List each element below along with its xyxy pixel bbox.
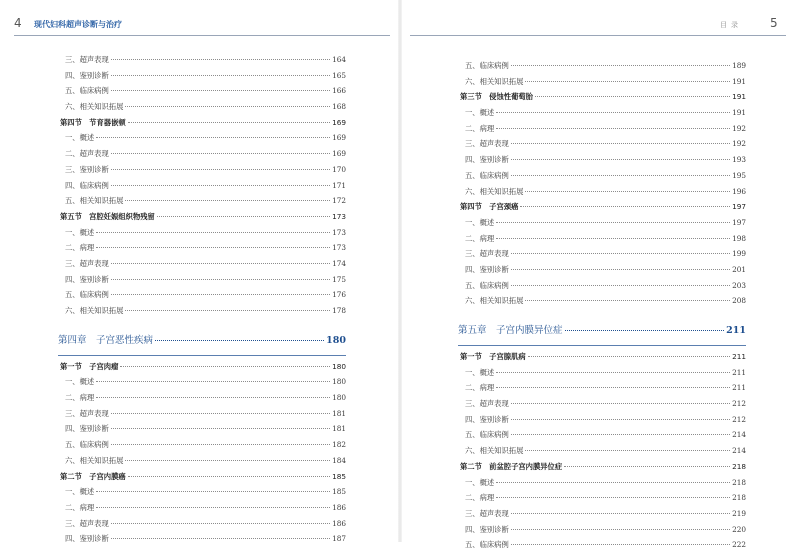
toc-label: 五、临床病例 <box>465 430 509 440</box>
toc-section <box>58 212 346 228</box>
toc-entry <box>58 503 346 519</box>
page-number: 5 <box>770 16 778 30</box>
toc-chapter <box>458 322 746 346</box>
toc-section <box>458 462 746 478</box>
dot-leader <box>496 482 730 483</box>
dot-leader <box>496 222 730 223</box>
dot-leader <box>128 476 330 477</box>
toc-entry <box>458 171 746 187</box>
toc-page-number: 173 <box>332 211 346 221</box>
toc-entry <box>58 487 346 503</box>
dot-leader <box>125 106 330 107</box>
dot-leader <box>111 263 330 264</box>
dot-leader <box>496 112 730 113</box>
dot-leader <box>511 65 730 66</box>
toc-page-number: 184 <box>332 455 346 465</box>
toc-page-number: 211 <box>726 325 746 336</box>
dot-leader <box>511 544 730 545</box>
toc-entry <box>458 540 746 556</box>
toc-page-number: 185 <box>332 471 346 481</box>
book-title: 现代妇科超声诊断与治疗 <box>34 20 122 29</box>
toc-entry <box>58 228 346 244</box>
toc-entry <box>458 124 746 140</box>
dot-leader <box>511 143 730 144</box>
toc-page-number: 214 <box>732 430 746 440</box>
toc-label: 一、概述 <box>65 377 95 387</box>
toc-label: 第五章 子宫内膜异位症 <box>458 325 563 336</box>
toc-page-number: 169 <box>332 117 346 127</box>
toc-page-number: 169 <box>332 133 346 143</box>
toc-page-number: 175 <box>332 274 346 284</box>
dot-leader <box>155 340 324 341</box>
toc-label: 四、鉴别诊断 <box>465 524 509 534</box>
toc-page-number: 192 <box>732 123 746 133</box>
dot-leader <box>520 206 730 207</box>
dot-leader <box>125 200 330 201</box>
toc-label: 六、相关知识拓展 <box>465 446 524 456</box>
toc-label: 第四章 子宫恶性疾病 <box>58 334 154 346</box>
toc-label: 二、病理 <box>465 233 495 243</box>
toc-label: 二、病理 <box>465 493 495 503</box>
toc-page-number: 220 <box>732 524 746 534</box>
toc-entry <box>458 218 746 234</box>
dot-leader <box>511 269 730 270</box>
toc-label: 六、相关知识拓展 <box>465 186 524 196</box>
toc-label: 六、相关知识拓展 <box>65 102 124 112</box>
toc-page-number: 185 <box>332 487 346 497</box>
toc-section <box>58 362 346 378</box>
toc-page-number: 180 <box>332 393 346 403</box>
dot-leader <box>125 460 330 461</box>
dot-leader <box>511 285 730 286</box>
toc-page-number: 197 <box>732 217 746 227</box>
toc-page-number: 211 <box>732 367 746 377</box>
toc-label: 五、相关知识拓展 <box>65 196 124 206</box>
toc-entry <box>458 61 746 77</box>
toc-page-number: 211 <box>732 352 746 361</box>
page-number: 4 <box>14 16 22 30</box>
toc-entry <box>58 377 346 393</box>
toc-chapter <box>58 332 346 356</box>
toc-page-number: 180 <box>332 361 346 371</box>
toc-page-number: 173 <box>332 243 346 253</box>
toc-entry <box>458 296 746 312</box>
toc-page-number: 186 <box>332 518 346 528</box>
toc-entry <box>58 55 346 71</box>
dot-leader <box>111 538 330 539</box>
toc-entry <box>458 509 746 525</box>
toc-entry <box>58 306 346 322</box>
left-page <box>0 0 400 542</box>
dot-leader <box>111 444 330 445</box>
dot-leader <box>511 513 730 514</box>
toc-section <box>58 118 346 134</box>
toc-entry <box>58 409 346 425</box>
dot-leader <box>511 253 730 254</box>
toc-entry <box>58 424 346 440</box>
toc-page-number: 174 <box>332 258 346 268</box>
toc-entry <box>58 243 346 259</box>
dot-leader <box>111 75 330 76</box>
toc-label: 二、病理 <box>65 502 95 512</box>
toc-section <box>458 202 746 218</box>
toc-label: 四、鉴别诊断 <box>465 264 509 274</box>
toc-entry <box>58 86 346 102</box>
toc-page-number: 170 <box>332 164 346 174</box>
toc-page-number: 199 <box>732 249 746 259</box>
toc-label: 第二节 子宫内膜癌 <box>60 471 126 481</box>
toc-label: 四、鉴别诊断 <box>465 414 509 424</box>
toc-entry <box>58 149 346 165</box>
toc-label: 六、相关知识拓展 <box>65 455 124 465</box>
toc-label: 一、概述 <box>65 487 95 497</box>
toc-entry <box>58 165 346 181</box>
dot-leader <box>511 159 730 160</box>
dot-leader <box>511 403 730 404</box>
toc-entry <box>458 399 746 415</box>
toc-entry <box>458 155 746 171</box>
toc-page-number: 203 <box>732 280 746 290</box>
dot-leader <box>128 122 330 123</box>
header-rule <box>14 35 390 36</box>
toc-label: 四、临床病例 <box>65 180 109 190</box>
running-head: 目录 <box>720 21 742 29</box>
dot-leader <box>157 216 330 217</box>
toc-page-number: 180 <box>332 377 346 387</box>
toc-label: 第二节 前盆腔子宫内膜异位症 <box>460 461 563 471</box>
toc-label: 五、临床病例 <box>65 86 109 96</box>
dot-leader <box>96 137 330 138</box>
toc-label: 三、超声表现 <box>465 399 509 409</box>
toc-page-number: 191 <box>732 76 746 86</box>
toc-label: 二、超声表现 <box>65 149 109 159</box>
toc-page-number: 187 <box>332 534 346 544</box>
toc-page-number: 191 <box>732 108 746 118</box>
toc-page-number: 172 <box>332 196 346 206</box>
toc-page-number: 195 <box>732 170 746 180</box>
toc-entry <box>458 415 746 431</box>
toc-entry <box>458 525 746 541</box>
toc-label: 四、鉴别诊断 <box>65 70 109 80</box>
toc-entry <box>58 275 346 291</box>
toc-page-number: 178 <box>332 306 346 315</box>
toc-page-number: 201 <box>732 264 746 274</box>
toc-label: 第四节 节育器嵌顿 <box>60 117 126 127</box>
toc-entry <box>458 446 746 462</box>
toc-entry <box>58 196 346 212</box>
toc-section <box>58 472 346 488</box>
toc-label: 三、超声表现 <box>65 408 109 418</box>
dot-leader <box>511 529 730 530</box>
toc-page-number: 218 <box>732 493 746 503</box>
dot-leader <box>525 191 730 192</box>
toc-label: 六、相关知识拓展 <box>465 296 524 306</box>
dot-leader <box>511 175 730 176</box>
toc-entry <box>458 249 746 265</box>
dot-leader <box>525 300 730 301</box>
toc-page-number: 171 <box>332 180 346 190</box>
toc-entry <box>58 71 346 87</box>
dot-leader <box>111 428 330 429</box>
toc-entry <box>58 456 346 472</box>
toc-page-number: 197 <box>732 202 746 212</box>
toc-label: 五、临床病例 <box>465 61 509 70</box>
toc-entry <box>58 290 346 306</box>
dot-leader <box>111 169 330 170</box>
toc-label: 三、鉴别诊断 <box>65 164 109 174</box>
toc-label: 一、概述 <box>465 108 495 118</box>
toc-label: 四、鉴别诊断 <box>65 274 109 284</box>
dot-leader <box>96 232 330 233</box>
dot-leader <box>111 59 330 60</box>
dot-leader <box>96 491 330 492</box>
toc-label: 一、概述 <box>465 217 495 227</box>
toc-entry <box>58 259 346 275</box>
toc-label: 五、临床病例 <box>465 280 509 290</box>
toc-entry <box>458 77 746 93</box>
toc-page-number: 180 <box>326 334 346 346</box>
toc-page-number: 164 <box>332 55 346 64</box>
toc-page-number: 176 <box>332 290 346 300</box>
dot-leader <box>96 381 330 382</box>
toc-entry <box>58 440 346 456</box>
toc-label: 三、超声表现 <box>65 258 109 268</box>
toc-entry <box>58 181 346 197</box>
toc-label: 第一节 子宫腺肌病 <box>460 352 526 361</box>
dot-leader <box>111 294 330 295</box>
toc-label: 一、概述 <box>65 227 95 237</box>
toc-label: 一、概述 <box>465 367 495 377</box>
toc-label: 五、临床病例 <box>65 290 109 300</box>
dot-leader <box>525 450 730 451</box>
toc-label: 第五节 宫腔妊娠组织物残留 <box>60 211 155 221</box>
dot-leader <box>96 507 330 508</box>
toc-page-number: 211 <box>732 383 746 393</box>
dot-leader <box>96 247 330 248</box>
toc-label: 五、临床病例 <box>465 170 509 180</box>
toc-entry <box>458 478 746 494</box>
toc-label: 一、概述 <box>465 477 495 487</box>
toc-label: 五、临床病例 <box>65 440 109 450</box>
toc-page-number: 181 <box>332 424 346 434</box>
toc-page-number: 191 <box>732 92 746 102</box>
dot-leader <box>564 466 730 467</box>
toc-page-number: 182 <box>332 440 346 450</box>
toc-entry <box>458 281 746 297</box>
toc-label: 第四节 子宫颈癌 <box>460 202 519 212</box>
toc-entry <box>58 393 346 409</box>
toc-label: 五、临床病例 <box>465 540 509 550</box>
dot-leader <box>528 356 730 357</box>
toc-page-number: 169 <box>332 149 346 159</box>
dot-leader <box>565 330 725 331</box>
header-rule <box>410 35 786 36</box>
toc-label: 六、相关知识拓展 <box>465 76 524 86</box>
dot-leader <box>111 90 330 91</box>
toc-entry <box>58 102 346 118</box>
toc-entry <box>458 430 746 446</box>
toc-entry <box>458 265 746 281</box>
toc-label: 三、超声表现 <box>65 55 109 64</box>
dot-leader <box>535 96 730 97</box>
toc-page-number: 219 <box>732 508 746 518</box>
dot-leader <box>496 128 730 129</box>
dot-leader <box>511 434 730 435</box>
toc-entry <box>458 187 746 203</box>
toc-section <box>458 92 746 108</box>
toc-label: 四、鉴别诊断 <box>65 534 109 544</box>
toc-page-number: 166 <box>332 86 346 96</box>
left-page-header <box>0 10 400 36</box>
dot-leader <box>496 238 730 239</box>
dot-leader <box>496 497 730 498</box>
toc-page-number: 165 <box>332 70 346 80</box>
toc-page-number: 193 <box>732 155 746 165</box>
dot-leader <box>111 279 330 280</box>
toc-page-number: 196 <box>732 186 746 196</box>
toc-page-number: 173 <box>332 227 346 237</box>
dot-leader <box>96 397 330 398</box>
toc-page-number: 192 <box>732 139 746 149</box>
toc-page-number: 198 <box>732 233 746 243</box>
toc-entry <box>458 368 746 384</box>
toc-page-number: 218 <box>732 461 746 471</box>
dot-leader <box>111 523 330 524</box>
toc-label: 三、超声表现 <box>465 508 509 518</box>
toc-entry <box>458 139 746 155</box>
toc-entry <box>58 534 346 550</box>
toc-page-number: 212 <box>732 399 746 409</box>
toc-label: 三、超声表现 <box>465 249 509 259</box>
toc-label: 四、鉴别诊断 <box>65 424 109 434</box>
toc-entry <box>458 234 746 250</box>
toc-label: 四、鉴别诊断 <box>465 155 509 165</box>
toc-entry <box>58 519 346 535</box>
toc-page-number: 208 <box>732 296 746 306</box>
toc-page-number: 222 <box>732 540 746 550</box>
toc-page-number: 214 <box>732 446 746 456</box>
toc-label: 六、相关知识拓展 <box>65 306 124 315</box>
toc-list <box>458 61 746 556</box>
toc-page-number: 181 <box>332 408 346 418</box>
toc-entry <box>458 493 746 509</box>
toc-label: 一、概述 <box>65 133 95 143</box>
dot-leader <box>496 372 730 373</box>
toc-entry <box>58 133 346 149</box>
right-page <box>400 0 800 550</box>
toc-page-number: 168 <box>332 102 346 112</box>
toc-entry <box>458 108 746 124</box>
dot-leader <box>125 310 330 311</box>
dot-leader <box>496 387 730 388</box>
toc-label: 第三节 侵蚀性葡萄胎 <box>460 92 533 102</box>
dot-leader <box>511 419 730 420</box>
toc-label: 二、病理 <box>465 383 495 393</box>
toc-section <box>458 352 746 368</box>
dot-leader <box>111 413 330 414</box>
toc-entry <box>458 383 746 399</box>
toc-label: 三、超声表现 <box>65 518 109 528</box>
toc-page-number: 189 <box>732 61 746 70</box>
dot-leader <box>120 366 330 367</box>
toc-page-number: 212 <box>732 414 746 424</box>
dot-leader <box>111 153 330 154</box>
right-page-header <box>400 10 800 36</box>
dot-leader <box>525 81 730 82</box>
toc-label: 二、病理 <box>65 243 95 253</box>
toc-page-number: 218 <box>732 477 746 487</box>
dot-leader <box>111 185 330 186</box>
toc-label: 第一节 子宫肉瘤 <box>60 361 119 371</box>
toc-label: 二、病理 <box>65 393 95 403</box>
toc-page-number: 186 <box>332 502 346 512</box>
toc-list <box>58 55 346 550</box>
toc-label: 二、病理 <box>465 123 495 133</box>
toc-label: 三、超声表现 <box>465 139 509 149</box>
